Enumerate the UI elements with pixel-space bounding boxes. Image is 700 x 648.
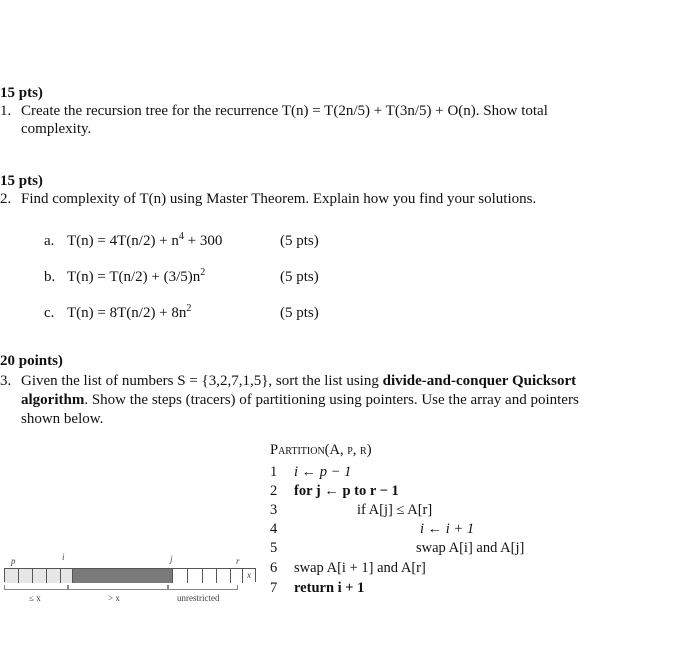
partition-line-6: 6	[270, 560, 278, 576]
partition-line-2-text: for j ← p to r − 1	[294, 483, 399, 499]
region-le-bracket	[4, 585, 68, 590]
partition-line-5: 5	[270, 540, 278, 556]
array-cell	[19, 569, 33, 583]
q2-part-b-points: (5 pts)	[280, 269, 319, 285]
q2-part-b-label: b.	[44, 269, 56, 285]
array-cell	[5, 569, 19, 583]
array-cell	[217, 569, 231, 583]
partition-line-6-text: swap A[i + 1] and A[r]	[294, 560, 426, 576]
q2-part-c-label: c.	[44, 305, 55, 321]
partition-line-2: 2	[270, 483, 278, 499]
q2-part-a-formula: $T(n) = 4T(n/2) + n^4 + 300$	[67, 231, 223, 249]
pointer-r-label: r	[236, 556, 240, 566]
partition-line-3-text: if A[j] ≤ A[r]	[357, 502, 433, 518]
partition-title: Partition(A, p, r)	[270, 442, 372, 458]
array-cell	[61, 569, 73, 583]
q3-line2: algorithm. Show the steps (tracers) of partitioning using pointers. Use the array and pointers	[21, 392, 579, 408]
partition-line-5-text: swap A[i] and A[j]	[416, 540, 525, 556]
partition-line-7: 7	[270, 580, 278, 596]
array-cell	[47, 569, 61, 583]
q1-line2: complexity.	[21, 121, 92, 137]
array-cell	[33, 569, 47, 583]
array-cell	[188, 569, 203, 583]
q2-points: 15 pts)	[0, 173, 43, 189]
region-gt-label: > x	[108, 593, 120, 603]
array-cell	[173, 569, 188, 583]
partition-line-4-text: i ← i + 1	[420, 521, 475, 537]
q2-part-a-points: (5 pts)	[280, 233, 319, 249]
partition-line-4: 4	[270, 521, 278, 537]
region-unrestricted-bracket	[168, 585, 238, 590]
region-le-label: ≤ x	[29, 593, 41, 603]
array-cell	[203, 569, 217, 583]
region-unrestricted-label: unrestricted	[177, 593, 220, 603]
q2-part-c-points: (5 pts)	[280, 305, 319, 321]
partition-line-1: 1	[270, 464, 278, 480]
q1-points: 15 pts)	[0, 85, 43, 101]
q1-line1: Create the recursion tree for the recurrence T(n) = T(2n/5) + T(3n/5) + O(n). Show total	[21, 103, 548, 119]
pointer-p-label: p	[11, 556, 16, 566]
q2-part-b-formula: $T(n) = T(n/2) + (3/5)n^2$	[67, 267, 206, 285]
array-gt-region	[73, 569, 173, 583]
q2-number: 2.	[0, 191, 12, 207]
q2-part-a-label: a.	[44, 233, 55, 249]
q2-part-c-formula: $T(n) = 8T(n/2) + 8n^2$	[67, 303, 192, 321]
q1-number: 1.	[0, 103, 12, 119]
q3-line1: Given the list of numbers S = {3,2,7,1,5}, sort the list using divide-and-conquer Quicksort	[21, 373, 577, 389]
pointer-j-label: j	[170, 554, 173, 564]
partition-line-7-text: return i + 1	[294, 580, 365, 596]
partition-line-1-text: i ← p − 1	[294, 464, 352, 480]
q3-points: 20 points)	[0, 353, 63, 369]
q3-line3: shown below.	[21, 411, 104, 427]
array-cell	[231, 569, 243, 583]
pointer-i-label: i	[62, 552, 65, 562]
partition-line-3: 3	[270, 502, 278, 518]
region-gt-bracket	[68, 585, 168, 590]
q3-number: 3.	[0, 373, 12, 389]
q2-prompt: Find complexity of T(n) using Master Theorem. Explain how you find your solutions.	[21, 191, 537, 207]
array-pivot-cell: x	[243, 569, 255, 583]
array-box	[4, 568, 256, 582]
